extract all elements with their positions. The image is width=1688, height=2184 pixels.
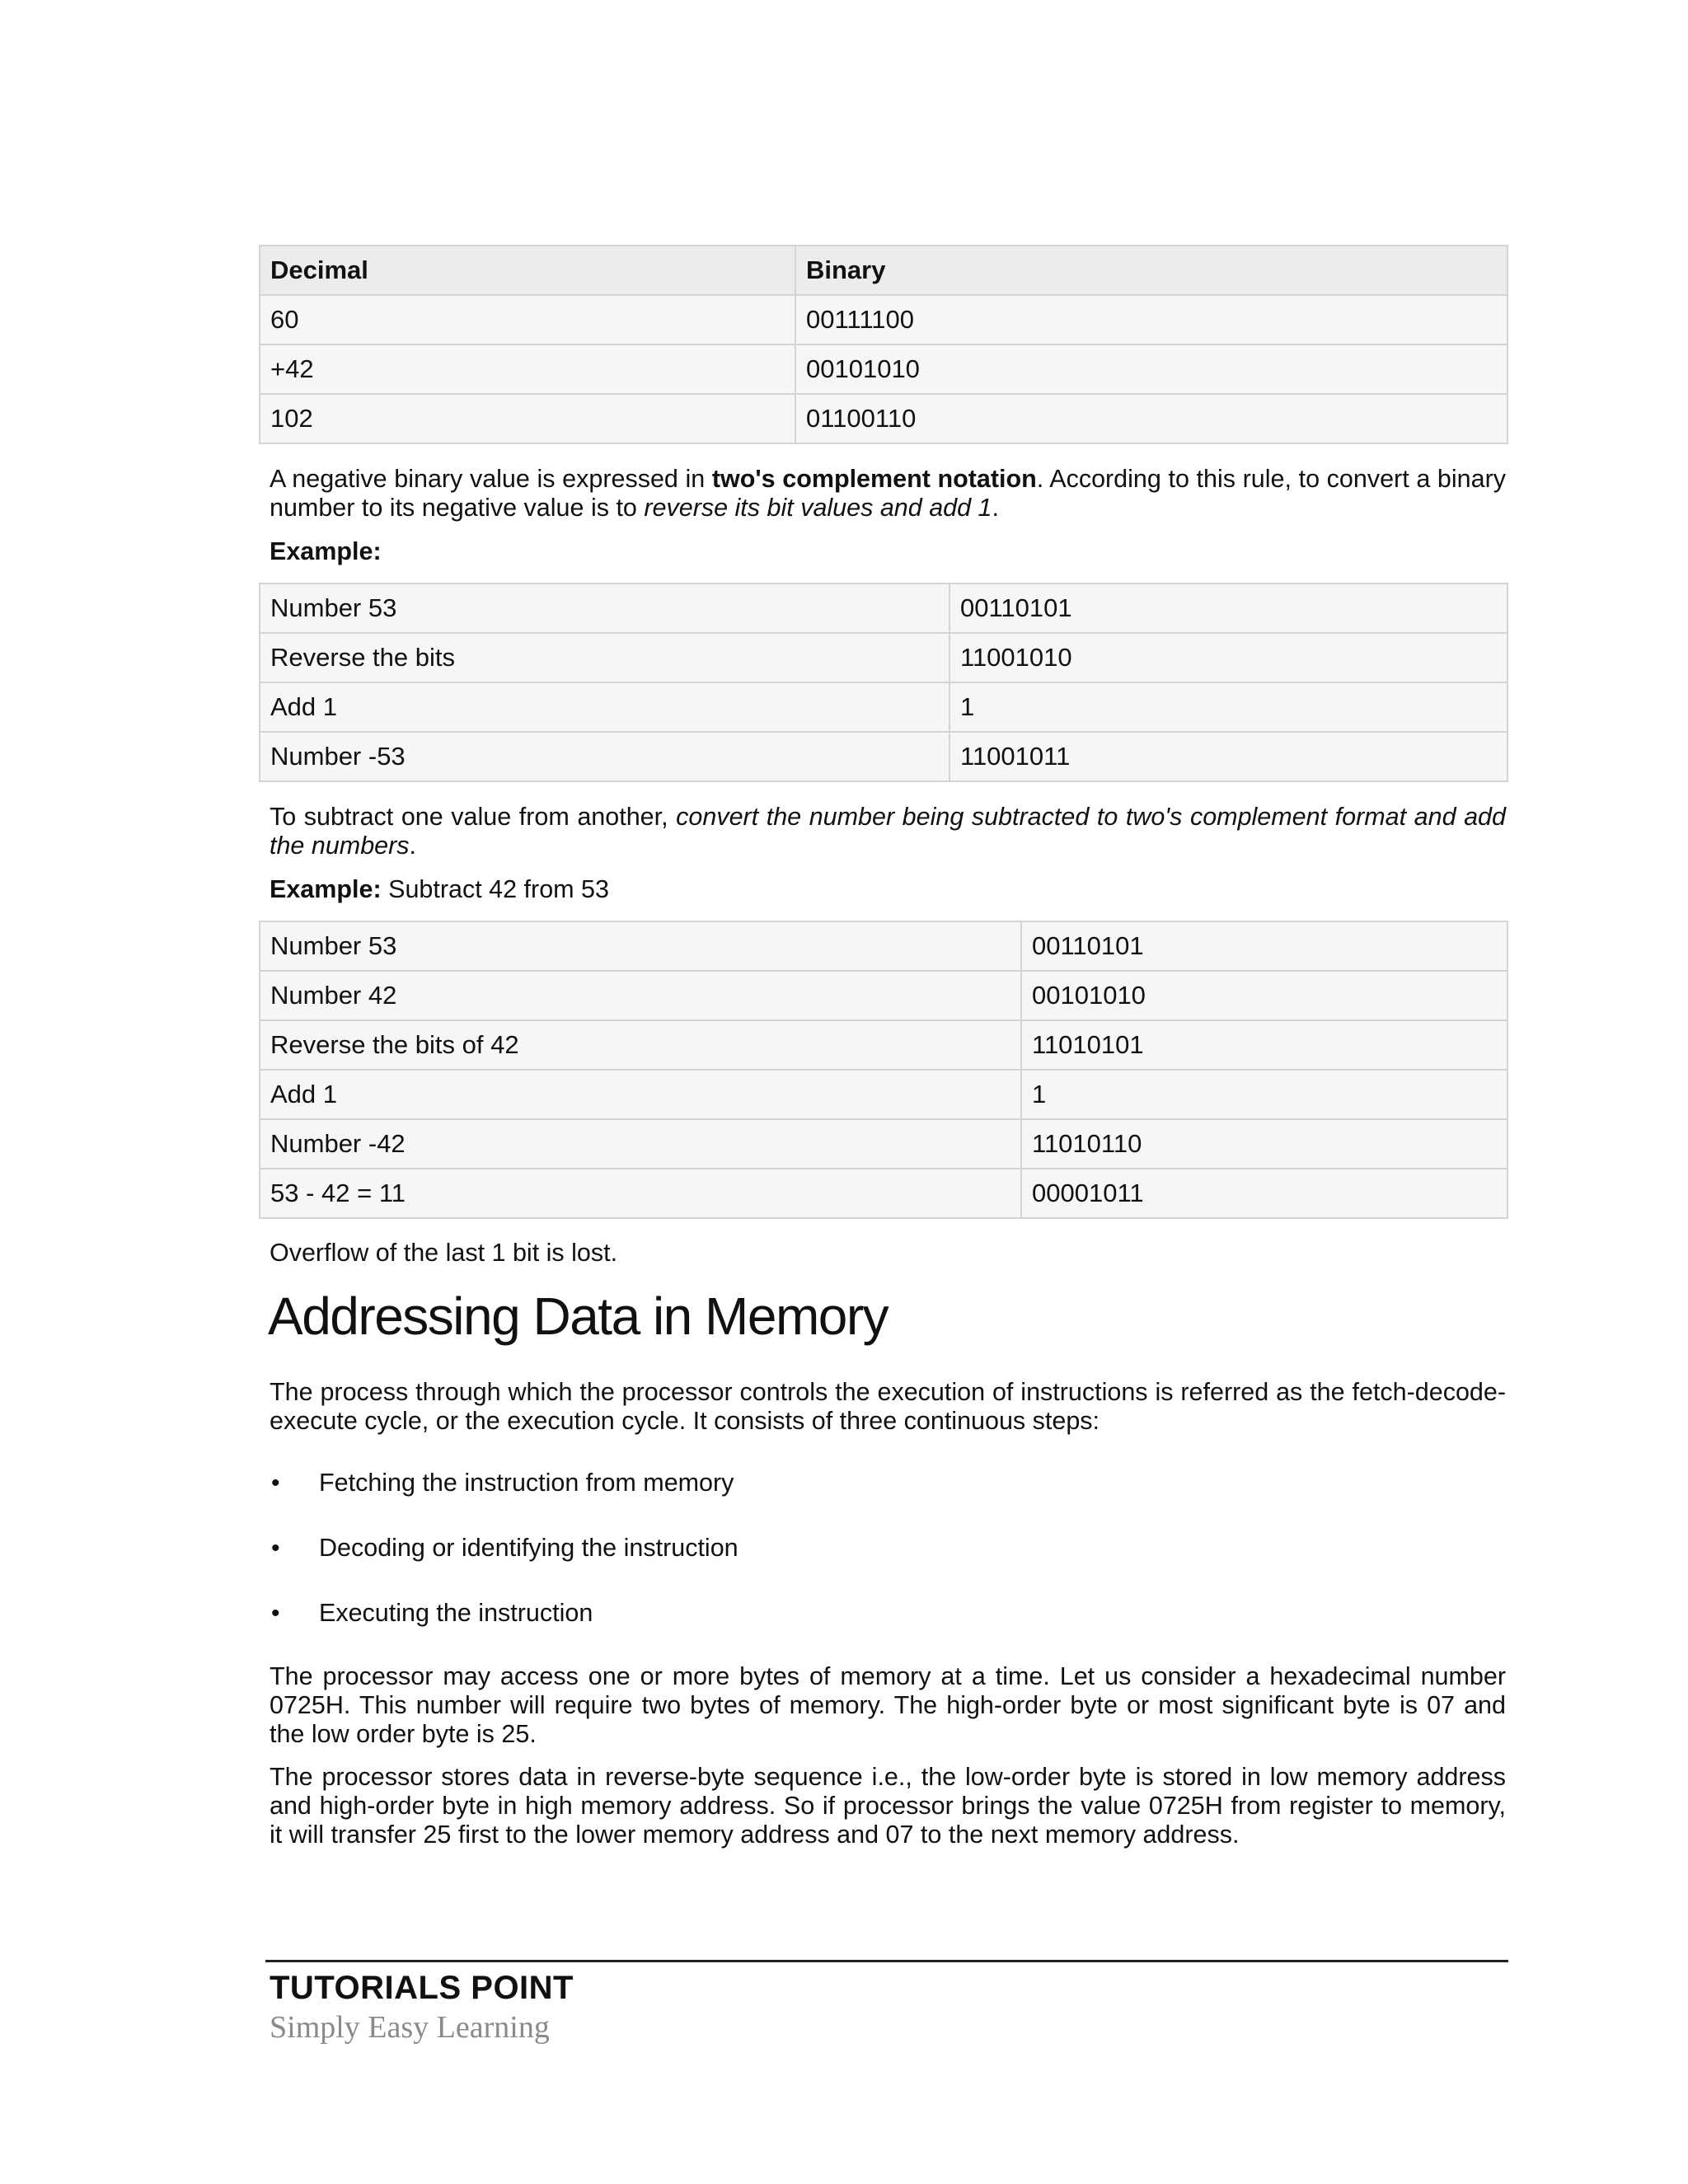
table-cell: Add 1 — [260, 1070, 1021, 1119]
table-header-cell: Decimal — [260, 246, 795, 295]
section-heading: Addressing Data in Memory — [268, 1286, 889, 1346]
table-cell: Add 1 — [260, 682, 950, 732]
paragraph-text: A negative binary value is expressed in — [270, 465, 712, 493]
table-cell: 00110101 — [1021, 921, 1507, 971]
table-row — [260, 1119, 1507, 1169]
table-cell: +42 — [260, 344, 795, 394]
paragraph-italic-text: reverse its bit values and add 1 — [644, 494, 992, 522]
table-row — [260, 971, 1507, 1020]
table-cell: 53 - 42 = 11 — [260, 1169, 1021, 1218]
footer-brand: TUTORIALS POINT — [270, 1970, 574, 2006]
table-cell: 01100110 — [795, 394, 1507, 443]
table-cell: Number 53 — [260, 583, 950, 633]
table-cell: 00101010 — [795, 344, 1507, 394]
table-cell: 00111100 — [795, 295, 1507, 344]
decimal-binary-table — [259, 245, 1508, 444]
byte-access-paragraph: The processor may access one or more bytes of memory at a time. Let us consider a hexadecimal number 0725H. This number will require two bytes of memory. The high-order byte or most significant byte is 07 and the low order byte is 25. — [270, 1662, 1506, 1748]
table-cell: 00110101 — [950, 583, 1507, 633]
table-cell: 1 — [950, 682, 1507, 732]
table-cell: Number 42 — [260, 971, 1021, 1020]
table-row — [260, 583, 1507, 633]
footer-divider — [265, 1960, 1508, 1962]
table-row — [260, 633, 1507, 682]
paragraph-text: To subtract one value from another, — [270, 803, 677, 831]
paragraph-text: . According to this rule, to convert a binary number to its negative value is to — [270, 465, 1506, 522]
table-header-cell: Binary — [795, 246, 1507, 295]
table-row — [260, 344, 1507, 394]
table-row — [260, 295, 1507, 344]
table-cell: 60 — [260, 295, 795, 344]
table-cell: 102 — [260, 394, 795, 443]
table-cell: Number 53 — [260, 921, 1021, 971]
example-label-text: Example: — [270, 537, 382, 565]
table-cell: 00101010 — [1021, 971, 1507, 1020]
overflow-note: Overflow of the last 1 bit is lost. — [270, 1239, 618, 1267]
example-label-text: Example: — [270, 875, 382, 903]
subtraction-paragraph — [270, 803, 1506, 860]
list-item-text: Fetching the instruction from memory — [319, 1469, 734, 1497]
table-row — [260, 682, 1507, 732]
table-row — [260, 1070, 1507, 1119]
subtract-42-from-53-table — [259, 921, 1508, 1219]
table-cell: Number -53 — [260, 732, 950, 781]
example-description: Subtract 42 from 53 — [381, 875, 609, 903]
table-cell: Number -42 — [260, 1119, 1021, 1169]
paragraph-text: . — [409, 832, 417, 860]
reverse-byte-paragraph: The processor stores data in reverse-byte sequence i.e., the low-order byte is stored in low memory address and high-order byte in high memory address. So if processor brings the value 0725H from register to memory, it will transfer 25 first to the lower memory address and 07 to the next memory address. — [270, 1763, 1506, 1849]
table-row — [260, 921, 1507, 971]
table-cell: 00001011 — [1021, 1169, 1507, 1218]
table-row — [260, 1169, 1507, 1218]
bullet-icon: • — [271, 1535, 280, 1562]
table-cell: 1 — [1021, 1070, 1507, 1119]
list-item-text: Executing the instruction — [319, 1599, 593, 1627]
footer-tagline: Simply Easy Learning — [270, 2010, 550, 2045]
list-item-text: Decoding or identifying the instruction — [319, 1534, 738, 1562]
paragraph-text: . — [992, 494, 1000, 522]
table-header-row — [260, 246, 1507, 295]
table-cell: 11010101 — [1021, 1020, 1507, 1070]
table-cell: 11001010 — [950, 633, 1507, 682]
table-cell: 11010110 — [1021, 1119, 1507, 1169]
paragraph-bold-text: two's complement notation — [711, 465, 1037, 493]
example-label — [270, 537, 382, 566]
table-row — [260, 732, 1507, 781]
table-cell: Reverse the bits of 42 — [260, 1020, 1021, 1070]
bullet-icon: • — [271, 1600, 280, 1627]
table-cell: Reverse the bits — [260, 633, 950, 682]
example-label — [270, 875, 609, 904]
paragraph-italic-text: convert the number being subtracted to two's complement format and add the numbers — [270, 803, 1506, 860]
twos-complement-paragraph — [270, 465, 1506, 523]
table-row — [260, 1020, 1507, 1070]
table-cell: 11001011 — [950, 732, 1507, 781]
negate-53-table — [259, 583, 1508, 782]
execution-cycle-paragraph: The process through which the processor controls the execution of instructions is referred as the fetch-decode-execute cycle, or the execution cycle. It consists of three continuous steps: — [270, 1378, 1506, 1435]
bullet-icon: • — [271, 1469, 280, 1497]
table-row — [260, 394, 1507, 443]
